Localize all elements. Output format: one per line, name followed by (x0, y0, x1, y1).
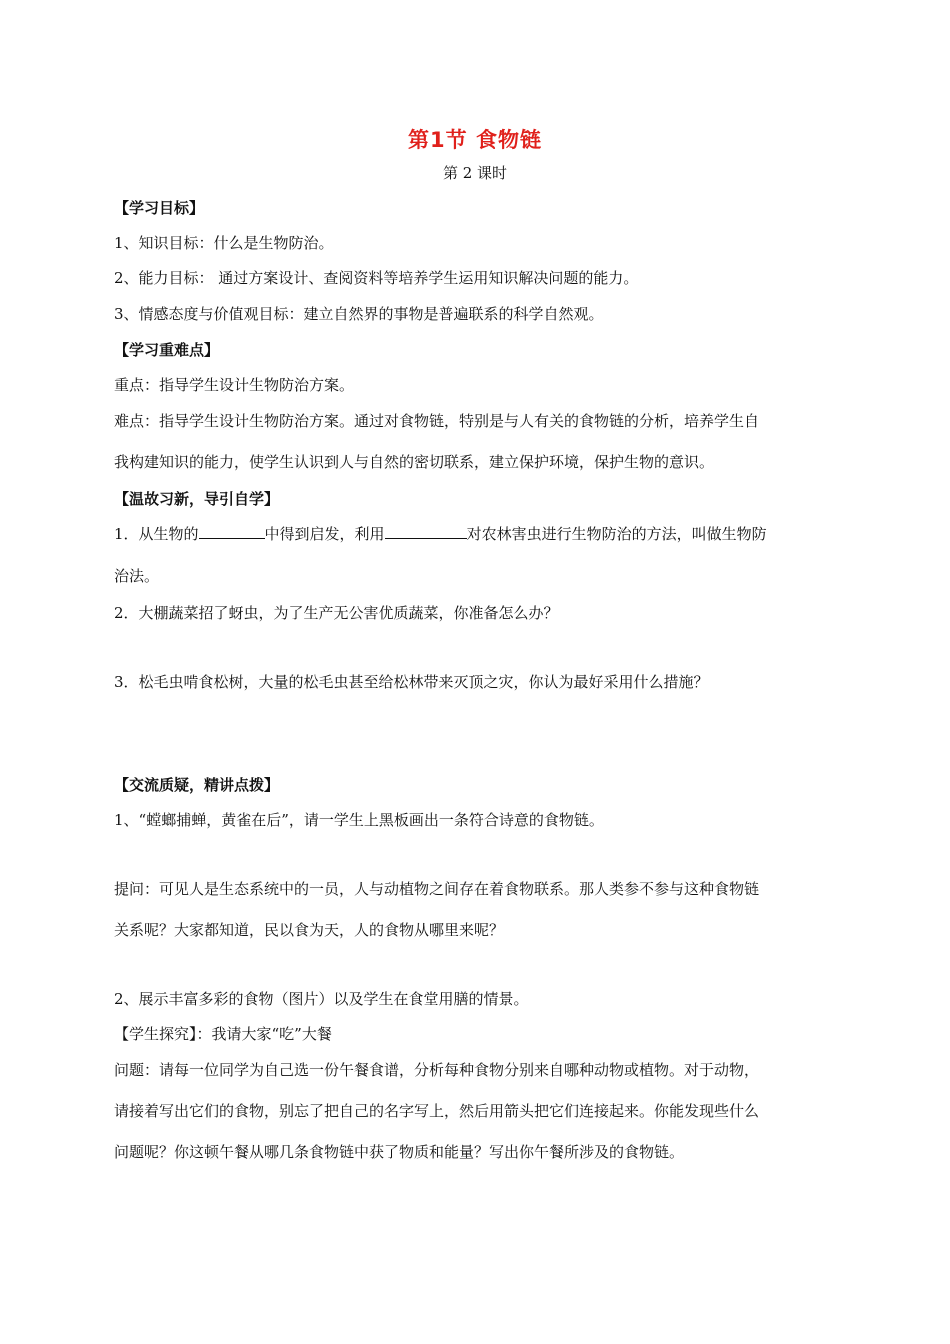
document-title: 第1节 食物链 (408, 128, 542, 152)
explore-text: ：我请大家“吃”大餐 (196, 1025, 332, 1043)
keypoint-difficulty-line-2: 我构建知识的能力，使学生认识到人与自然的密切联系，建立保护环境，保护生物的意识。 (114, 453, 715, 471)
problem-line-2: 请接着写出它们的食物，别忘了把自己的名字写上，然后用箭头把它们连接起来。你能发现些什么 (114, 1102, 760, 1120)
explore-label: 【学生探究】 (114, 1025, 197, 1043)
objective-item-1: 1、知识目标：什么是生物防治。 (114, 234, 334, 252)
objectives-heading: 【学习目标】 (114, 199, 205, 217)
review-question-2: 2．大棚蔬菜招了蚜虫，为了生产无公害优质蔬菜，你准备怎么办？ (114, 604, 559, 622)
q1-text-part-2: 中得到启发，利用 (264, 525, 385, 543)
q1-text-part-3: 对农林害虫进行生物防治的方法，叫做生物防 (466, 525, 767, 543)
keypoint-focus: 重点：指导学生设计生物防治方案。 (114, 376, 355, 394)
keypoint-difficulty-line-1: 难点：指导学生设计生物防治方案。通过对食物链，特别是与人有关的食物链的分析，培养学生自 (114, 412, 760, 430)
objective-item-2: 2、能力目标： 通过方案设计、查阅资料等培养学生运用知识解决问题的能力。 (114, 269, 639, 287)
review-question-3: 3．松毛虫啃食松树，大量的松毛虫甚至给松林带来灭顶之灾，你认为最好采用什么措施？ (114, 673, 709, 691)
discussion-item-1: 1、“螳螂捕蝉，黄雀在后”，请一学生上黑板画出一条符合诗意的食物链。 (114, 811, 604, 829)
objective-item-3: 3、情感态度与价值观目标：建立自然界的事物是普遍联系的科学自然观。 (114, 305, 604, 323)
review-heading: 【温故习新，导引自学】 (114, 490, 280, 508)
fill-in-blank-1 (199, 524, 265, 539)
review-question-1 (114, 524, 844, 544)
discussion-ask-line-1: 提问：可见人是生态系统中的一员，人与动植物之间存在着食物联系。那人类参不参与这种食物链 (114, 880, 760, 898)
keypoints-heading: 【学习重难点】 (114, 341, 220, 359)
q1-text-part-1: 1．从生物的 (114, 525, 199, 543)
problem-line-1: 问题：请每一位同学为自己选一份午餐食谱，分析每种食物分别来自哪种动物或植物。对于动物， (114, 1061, 760, 1079)
discussion-ask-line-2: 关系呢？大家都知道，民以食为天，人的食物从哪里来呢？ (114, 921, 505, 939)
problem-line-3: 问题呢？你这顿午餐从哪几条食物链中获了物质和能量？写出你午餐所涉及的食物链。 (114, 1143, 685, 1161)
document-subtitle: 第 2 课时 (442, 164, 508, 182)
review-question-1-line-2: 治法。 (114, 567, 160, 585)
discussion-item-2: 2、展示丰富多彩的食物（图片）以及学生在食堂用膳的情景。 (114, 990, 529, 1008)
discussion-heading: 【交流质疑，精讲点拨】 (114, 776, 280, 794)
student-explore (114, 1024, 844, 1044)
fill-in-blank-2 (385, 524, 467, 539)
